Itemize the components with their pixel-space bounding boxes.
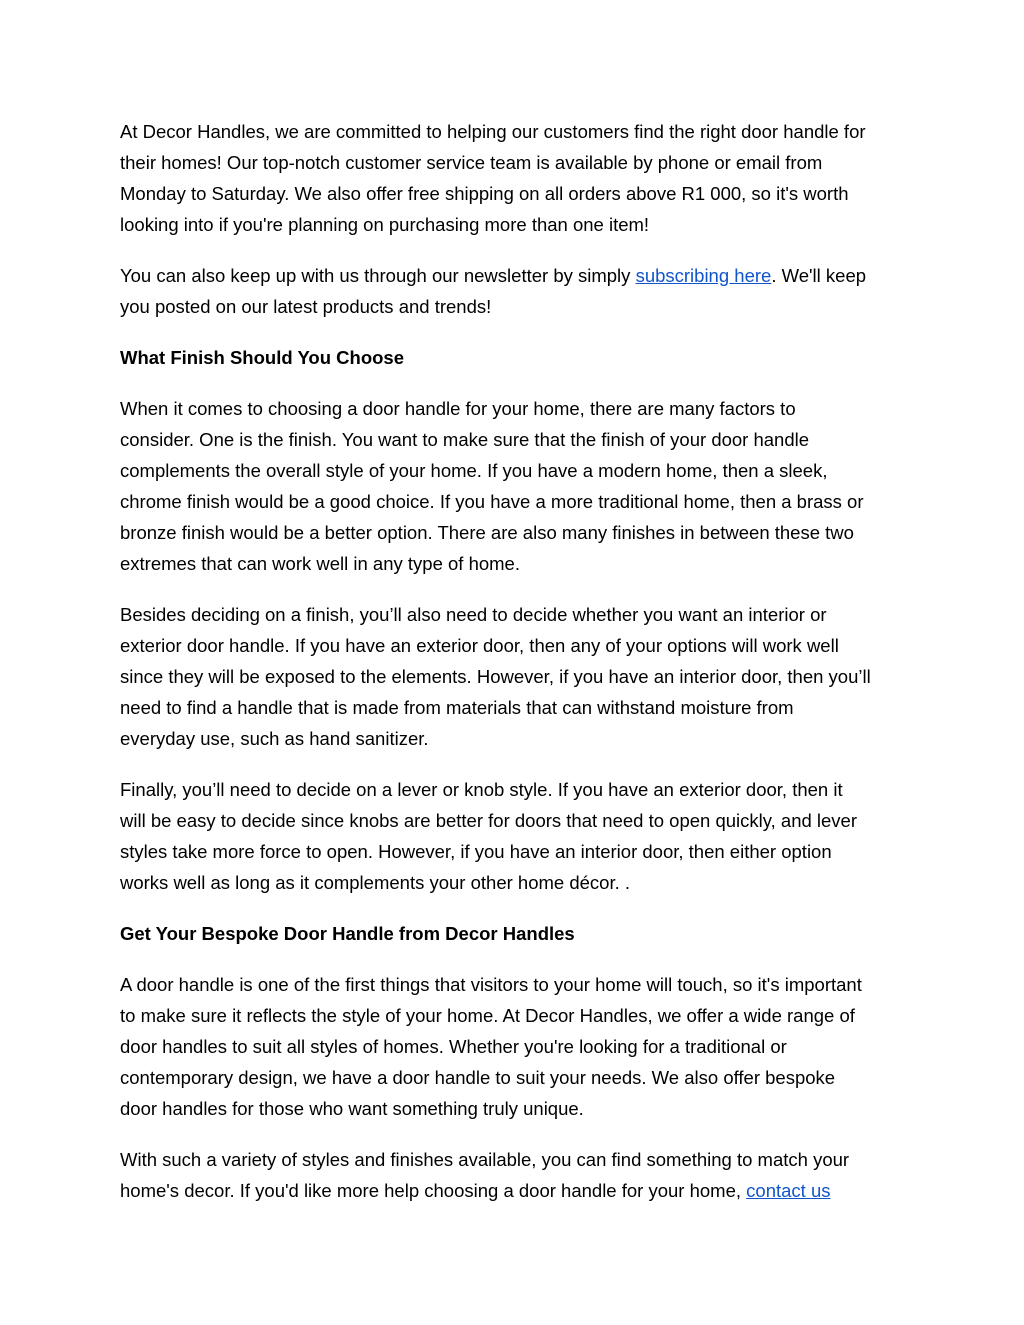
text-line: Finally, you’ll need to decide on a lever or knob style. If you have an exterior door, then it <box>120 779 843 800</box>
text-line: Monday to Saturday. We also offer free shipping on all orders above R1 000, so it's worth <box>120 183 849 204</box>
text-line: you posted on our latest products and trends! <box>120 296 492 317</box>
text-segment: You can also keep up with us through our newsletter by simply <box>120 265 636 286</box>
text-line: extremes that can work well in any type of home. <box>120 553 520 574</box>
interior-exterior-paragraph <box>120 599 910 754</box>
bespoke-paragraph <box>120 969 910 1124</box>
text-line: since they will be exposed to the elements. However, if you have an interior door, then you’ll <box>120 666 871 687</box>
subscribe-link[interactable]: subscribing here <box>635 265 772 286</box>
text-segment: home's decor. If you'd like more help choosing a door handle for your home, <box>120 1180 747 1201</box>
text-line: their homes! Our top-notch customer service team is available by phone or email from <box>120 152 823 173</box>
text-line: everyday use, such as hand sanitizer. <box>120 728 429 749</box>
text-line: consider. One is the finish. You want to make sure that the finish of your door handle <box>120 429 810 450</box>
newsletter-paragraph <box>120 260 910 322</box>
lever-knob-paragraph <box>120 774 910 898</box>
text-line: need to find a handle that is made from materials that can withstand moisture from <box>120 697 794 718</box>
finish-paragraph <box>120 393 910 579</box>
text-line: Besides deciding on a finish, you’ll also need to decide whether you want an interior or <box>120 604 827 625</box>
text-line: works well as long as it complements your other home décor. . <box>120 872 631 893</box>
text-line: looking into if you're planning on purchasing more than one item! <box>120 214 650 235</box>
text-segment: . We'll keep <box>771 265 867 286</box>
closing-paragraph <box>120 1144 910 1206</box>
text-line <box>120 1175 910 1206</box>
text-line: will be easy to decide since knobs are better for doors that need to open quickly, and lever <box>120 810 858 831</box>
document-page <box>120 116 910 1226</box>
text-line <box>120 260 910 291</box>
text-line: door handles to suit all styles of homes. Whether you're looking for a traditional or <box>120 1036 787 1057</box>
text-line: When it comes to choosing a door handle for your home, there are many factors to <box>120 398 796 419</box>
text-line: With such a variety of styles and finishes available, you can find something to match your <box>120 1149 850 1170</box>
text-line: chrome finish would be a good choice. If you have a more traditional home, then a brass or <box>120 491 864 512</box>
text-line: At Decor Handles, we are committed to helping our customers find the right door handle for <box>120 121 866 142</box>
section-heading-finish: What Finish Should You Choose <box>120 347 404 368</box>
text-line: door handles for those who want something truly unique. <box>120 1098 584 1119</box>
text-line: exterior door handle. If you have an exterior door, then any of your options will work well <box>120 635 839 656</box>
text-line: styles take more force to open. However, if you have an interior door, then either option <box>120 841 832 862</box>
text-line: to make sure it reflects the style of your home. At Decor Handles, we offer a wide range of <box>120 1005 855 1026</box>
text-line: contemporary design, we have a door handle to suit your needs. We also offer bespoke <box>120 1067 836 1088</box>
text-line: bronze finish would be a better option. There are also many finishes in between these two <box>120 522 854 543</box>
intro-paragraph <box>120 116 910 240</box>
contact-us-link[interactable]: contact us <box>746 1180 831 1201</box>
text-line: complements the overall style of your home. If you have a modern home, then a sleek, <box>120 460 828 481</box>
section-heading-bespoke: Get Your Bespoke Door Handle from Decor Handles <box>120 923 575 944</box>
text-line: A door handle is one of the first things that visitors to your home will touch, so it's important <box>120 974 862 995</box>
